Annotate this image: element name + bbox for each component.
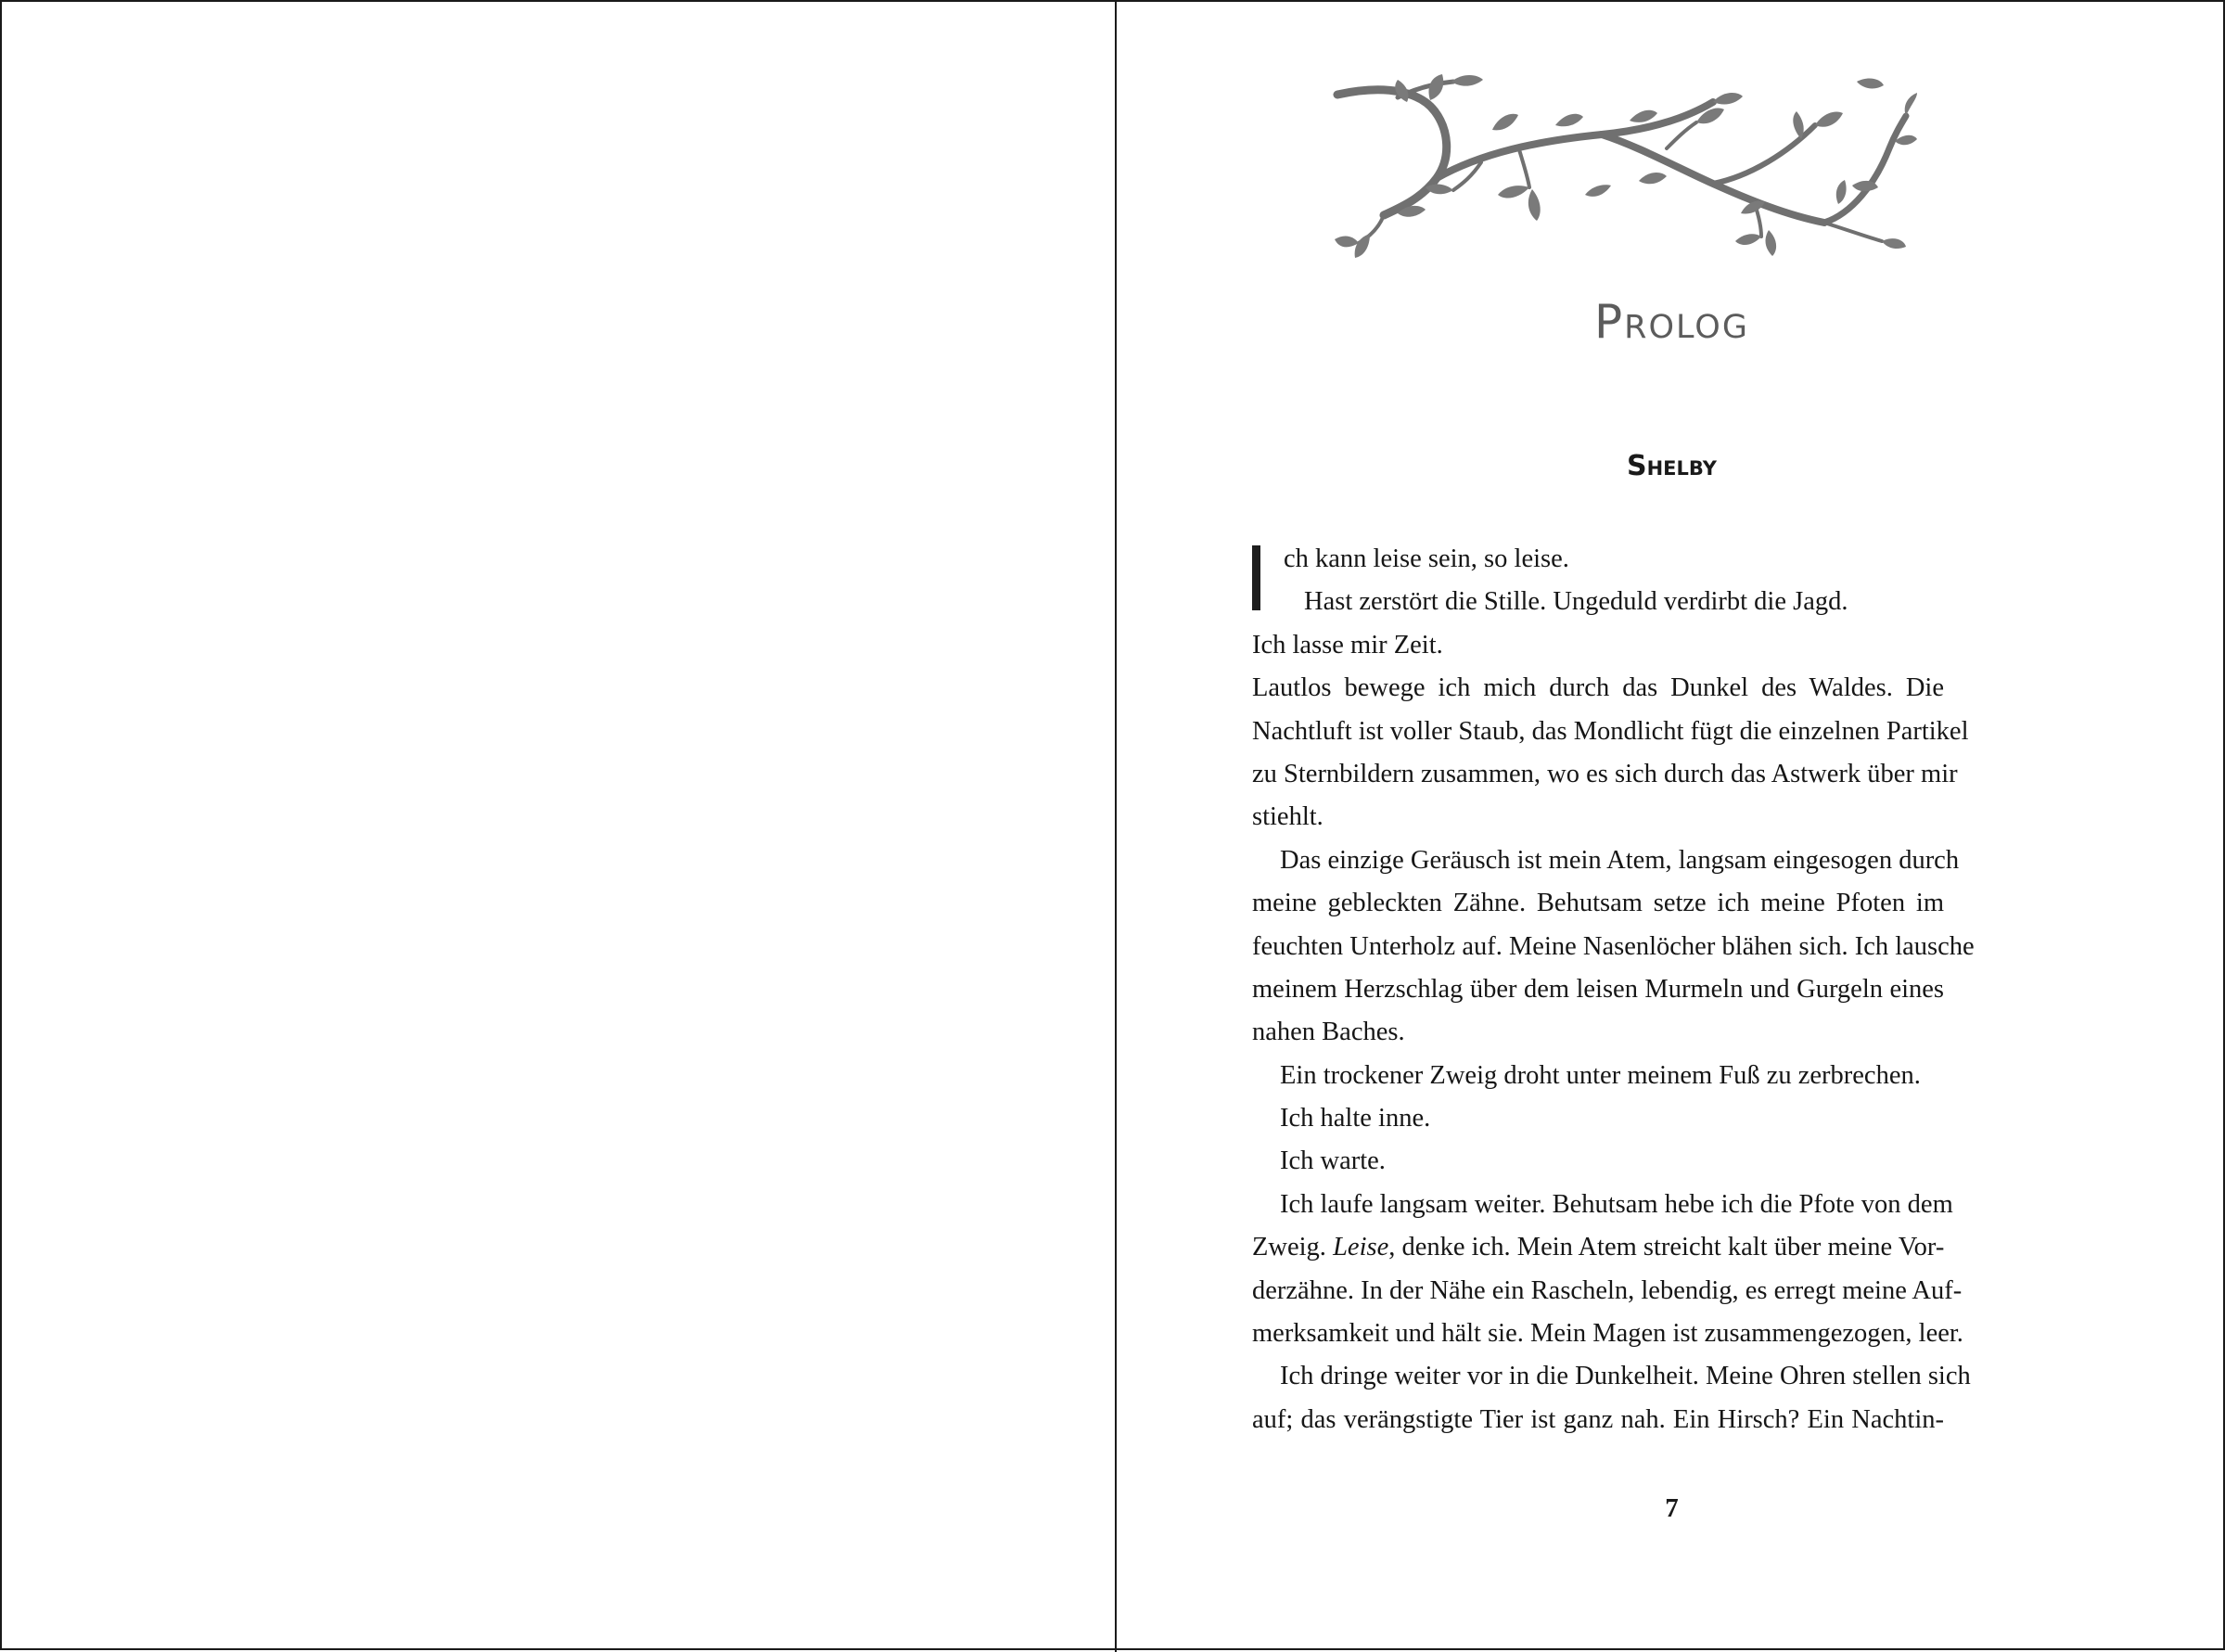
- chapter-title: Prolog: [1594, 295, 1749, 349]
- text-line: zu Sternbildern zusammen, wo es sich durch das Astwerk über mir: [1252, 759, 1958, 788]
- text-line: Ich warte.: [1280, 1146, 1386, 1176]
- text-line: Das einzige Geräusch ist mein Atem, langsam eingesogen durch: [1280, 845, 1960, 875]
- leafy-branch-ornament: [1333, 74, 1917, 278]
- text-line: nahen Baches.: [1252, 1018, 1405, 1047]
- text-line: Lautlos bewege ich mich durch das Dunkel des Waldes. Die: [1252, 673, 1944, 703]
- text-line: meine gebleckten Zähne. Behutsam setze ich meine Pfoten im: [1252, 889, 1944, 918]
- page-number: 7: [1665, 1493, 1679, 1523]
- text-line: Ein trockener Zweig droht unter meinem Fuß zu zerbrechen.: [1280, 1060, 1921, 1090]
- text-fragment: Zweig.: [1252, 1233, 1326, 1262]
- text-line: Ich lasse mir Zeit.: [1252, 630, 1443, 660]
- text-line: stiehlt.: [1252, 802, 1323, 832]
- left-page-blank: [2, 2, 1115, 1652]
- text-line: meinem Herzschlag über dem leisen Murmeln und Gurgeln eines: [1252, 974, 1944, 1004]
- right-page: [1117, 2, 2225, 1652]
- drop-cap: [1252, 545, 1260, 610]
- text-line: Nachtluft ist voller Staub, das Mondlicht fügt die einzelnen Partikel: [1252, 716, 1969, 746]
- text-line: Ich halte inne.: [1280, 1104, 1431, 1133]
- text-line: Ich dringe weiter vor in die Dunkelheit. Meine Ohren stellen sich: [1280, 1362, 1971, 1391]
- emphasis-word: Leise: [1333, 1233, 1389, 1262]
- text-line: [1252, 1226, 1944, 1269]
- text-line: derzähne. In der Nähe ein Rascheln, lebendig, es erregt meine Auf-: [1252, 1275, 1963, 1305]
- text-line: Ich laufe langsam weiter. Behutsam hebe ich die Pfote von dem: [1280, 1189, 1953, 1219]
- text-line: feuchten Unterholz auf. Meine Nasenlöcher blähen sich. Ich lausche: [1252, 931, 1975, 961]
- text-line: merksamkeit und hält sie. Mein Magen ist zusammengezogen, leer.: [1252, 1319, 1963, 1349]
- text-line: ch kann leise sein, so leise.: [1284, 544, 1569, 573]
- text-fragment: , denke ich. Mein Atem streicht kalt über meine Vor-: [1388, 1233, 1945, 1262]
- text-line: auf; das verängstigte Tier ist ganz nah. Ein Hirsch? Ein Nachtin-: [1252, 1404, 1944, 1434]
- text-line: Hast zerstört die Stille. Ungeduld verdirbt die Jagd.: [1304, 587, 1848, 617]
- narrator-heading: Shelby: [1627, 450, 1717, 482]
- body-text: [1252, 538, 1975, 1441]
